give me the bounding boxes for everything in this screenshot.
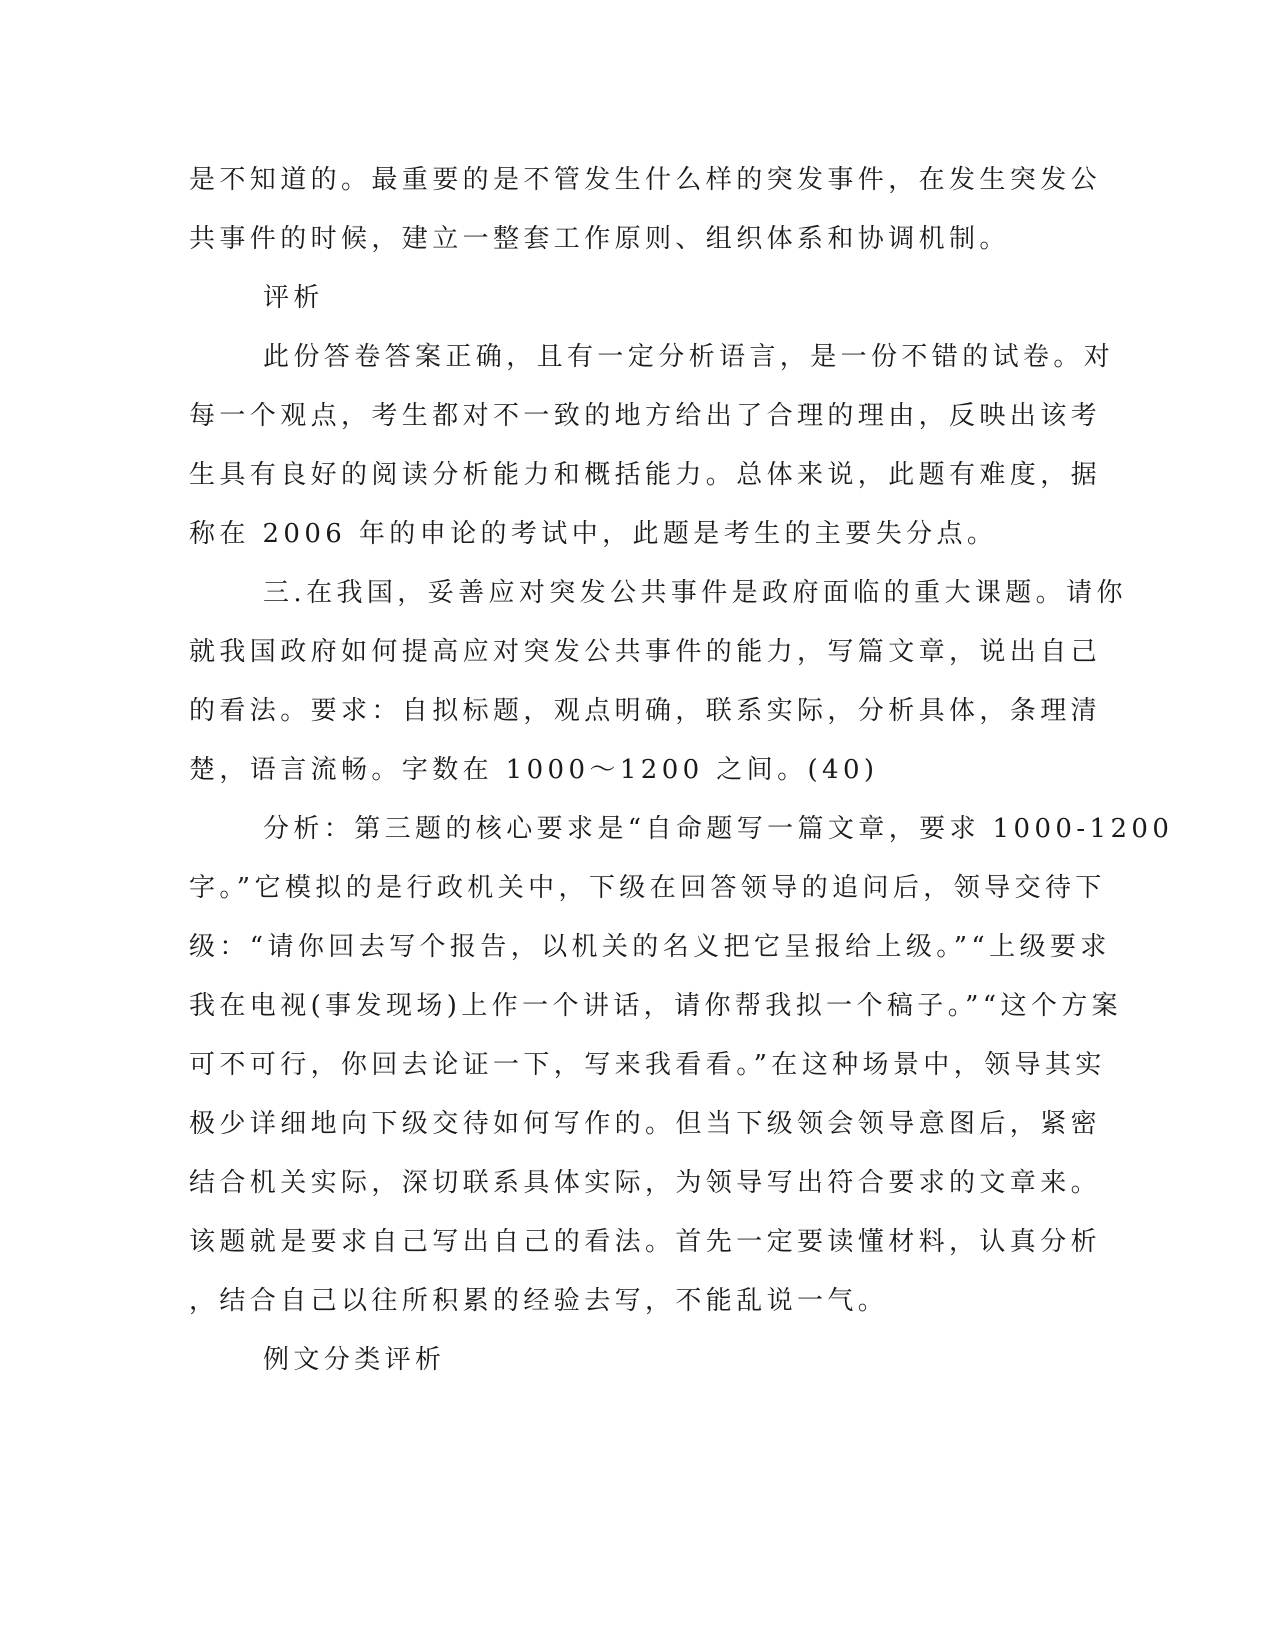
- text-line: 分析：第三题的核心要求是“自命题写一篇文章，要求 1000-1200: [263, 814, 1174, 844]
- text-line: 就我国政府如何提高应对突发公共事件的能力，写篇文章，说出自己: [189, 637, 1102, 667]
- text-line: 可不可行，你回去论证一下，写来我看看。”在这种场景中，领导其实: [189, 1050, 1106, 1080]
- text-line: 此份答卷答案正确，且有一定分析语言，是一份不错的试卷。对: [263, 342, 1115, 372]
- text-line: 楚，语言流畅。字数在 1000～1200 之间。(40): [189, 755, 879, 785]
- text-line: 生具有良好的阅读分析能力和概括能力。总体来说，此题有难度，据: [189, 460, 1102, 490]
- text-line: 极少详细地向下级交待如何写作的。但当下级领会领导意图后，紧密: [189, 1109, 1102, 1139]
- text-line: 字。”它模拟的是行政机关中，下级在回答领导的追问后，领导交待下: [189, 873, 1106, 903]
- section-heading: 例文分类评析: [263, 1345, 446, 1375]
- text-line: 是不知道的。最重要的是不管发生什么样的突发事件，在发生突发公: [189, 165, 1102, 195]
- text-line: 的看法。要求：自拟标题，观点明确，联系实际，分析具体，条理清: [189, 696, 1102, 726]
- text-line: 级：“请你回去写个报告，以机关的名义把它呈报给上级。”“上级要求: [189, 932, 1111, 962]
- text-line: 称在 2006 年的申论的考试中，此题是考生的主要失分点。: [189, 519, 998, 549]
- text-line: 三.在我国，妥善应对突发公共事件是政府面临的重大课题。请你: [263, 578, 1127, 608]
- section-heading: 评析: [263, 283, 324, 313]
- text-line: 结合机关实际，深切联系具体实际，为领导写出符合要求的文章来。: [189, 1168, 1102, 1198]
- text-line: 共事件的时候，建立一整套工作原则、组织体系和协调机制。: [189, 224, 1010, 254]
- text-line: 我在电视(事发现场)上作一个讲话，请你帮我拟一个稿子。”“这个方案: [189, 991, 1123, 1021]
- text-line: ，结合自己以往所积累的经验去写，不能乱说一气。: [189, 1286, 889, 1316]
- text-line: 每一个观点，考生都对不一致的地方给出了合理的理由，反映出该考: [189, 401, 1102, 431]
- text-line: 该题就是要求自己写出自己的看法。首先一定要读懂材料，认真分析: [189, 1227, 1102, 1257]
